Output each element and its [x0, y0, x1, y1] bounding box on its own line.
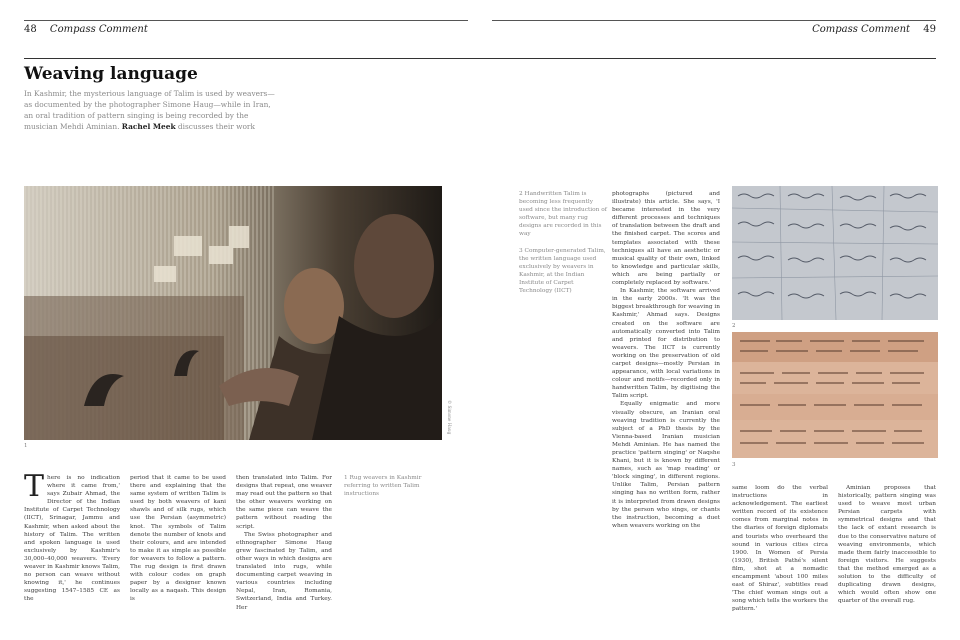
right-page-number: 49 — [923, 24, 936, 35]
caption-1: 1 Rug weavers in Kashmir referring to written Talim instructions — [344, 475, 422, 498]
body-column-6 — [732, 484, 828, 618]
body-column-7-text: Aminian proposes that historically, pattern singing was used to weave most urban Persian carpets with symmetrical designs and that the lack of extant research is due to the conservative nature of weaving environments, which made them fairly inaccessible to foreign visitors. He suggests that the method emerged as a solution to the difficulty of duplicating drawn designs, which would often show one quarter of the overall rug. — [838, 485, 936, 605]
talim-handwritten-photo — [732, 186, 938, 320]
caption-3: 3 Computer-generated Talim, the written language used exclusively by weavers in Kashmir, at the Indian Institute of Carpet Technology (IICT) — [519, 247, 606, 295]
body-column-1-text: here is no indication where it came from,' says Zubair Ahmad, the Director of the Indian Institute of Carpet Technology (IICT), Srinagar, Jammu and Kashmir, when asked about the history of Talim. The written and spoken language is used exclusively by Kashmir's 30,000–40,000 weavers. 'Every weaver in Kashmir knows Talim, no person can weave without knowing it,' he continues suggesting 1547–1585 CE as the — [24, 475, 120, 603]
body-column-6-text: same loom do the verbal instructions in acknowledgement. The earliest written record of its existence comes from marginal notes in the diaries of foreign diplomats and tourists who overheard the sound in various cities circa 1900. In Women of Persia (1930), British Pathé's silent film, shot at a nomadic encampment 'about 100 miles east of Shiraz', subtitles read 'The chief woman sings out a song which tells the workers the pattern.' — [732, 485, 828, 613]
body-column-2 — [130, 474, 226, 624]
talim-printed-photo — [732, 332, 938, 458]
caption-2: 2 Handwritten Talim is becoming less frequently used since the introduction of software, but many rug designs are recorded in this way — [519, 191, 607, 238]
body-column-3-text: then translated into Talim. For designs that repeat, one weaver may read out the pattern so that the other weavers working on the same piece can weave the pattern without reading the script. — [236, 475, 332, 530]
body-column-7 — [838, 484, 936, 618]
body-column-5a-text: photographs (pictured and illustrate) this article. She says, 'I became interested in the very different processes and techniques of translation between the draft and the finished carpet. The scores and templates associated with these techniques all have an aesthetic or musical quality of their own, linked to knowledge and particular skills, which are being partially or completely replaced by software.' — [612, 191, 720, 287]
body-column-1 — [24, 474, 120, 624]
body-column-5 — [612, 190, 720, 618]
body-column-2-text: period that it came to be used there and explaining that the same system of written Talim is used by both weavers of kani shawls and of silk rugs, which use the Persian (asymmetric) knot. The symbols of Talim denote the number of knots and their colours, and are intended to make it as simple as possible for weavers to follow a pattern. The rug design is first drawn with colour codes on graph paper by a designer known locally as a naqash. This design is — [130, 475, 226, 603]
left-header-rule — [24, 20, 468, 21]
main-photo-number: 1 — [24, 443, 28, 449]
right-folio — [812, 24, 936, 35]
left-running-head: Compass Comment — [49, 24, 148, 35]
weavers-photo-illustration — [24, 186, 442, 440]
right-header-rule — [492, 20, 936, 21]
standfirst-text: In Kashmir, the mysterious language of Talim is used by weavers— as documented by the photographer Simone Haug—while in Iran, an oral tradition of pattern singing is being recorded by the musician Mehdi Aminian. — [24, 89, 275, 131]
captions-2-3 — [519, 190, 607, 303]
main-photo — [24, 186, 442, 440]
article-title: Weaving language — [24, 64, 198, 84]
body-column-5c-text: Equally enigmatic and more visually obscure, an Iranian oral weaving tradition is currently the subject of a PhD thesis by the Vienna-based Iranian musician Mehdi Aminian. He has named the practice 'pattern singing' or Naqshe Khani, but it is known by different names, such as 'map reading' or 'block singing', in different regions. Unlike Talim, Persian pattern singing has no written form, rather it is interpreted from drawn designs by the person who sings, or chants the instruction, becoming a duet when weavers working on the — [612, 401, 720, 529]
title-rule — [24, 58, 936, 59]
figure-2-number: 2 — [732, 323, 736, 329]
left-folio — [24, 24, 148, 35]
standfirst — [24, 88, 282, 132]
body-column-3 — [236, 474, 332, 624]
drop-cap: T — [24, 474, 45, 504]
standfirst-end: discusses their work — [177, 122, 255, 131]
body-column-5b-text: In Kashmir, the software arrived in the early 2000s. 'It was the biggest breakthrough for weaving in Kashmir,' Ahmad says. Designs created on the software are automatically converted into Talim and printed for distribution to weavers. The IICT is currently working on the preservation of old carpet designs—mostly Persian in appearance, with local variations in colour and motifs—recorded only in handwritten Talim, by digitising the Talim script. — [612, 288, 720, 400]
handwritten-talim-illustration — [732, 186, 938, 320]
right-running-head: Compass Comment — [812, 24, 911, 35]
body-column-3b-text: The Swiss photographer and ethnographer Simone Haug grew fascinated by Talim, and other ways in which designs are translated into rugs, while documenting carpet weaving in various countries including Nepal, Iran, Romania, Switzerland, India and Turkey. Her — [236, 531, 332, 611]
author-name: Rachel Meek — [121, 122, 176, 131]
photo-credit: © Simone Haug — [447, 400, 452, 435]
printed-talim-illustration — [732, 332, 938, 458]
figure-3-number: 3 — [732, 462, 736, 468]
left-page-number: 48 — [24, 24, 37, 35]
